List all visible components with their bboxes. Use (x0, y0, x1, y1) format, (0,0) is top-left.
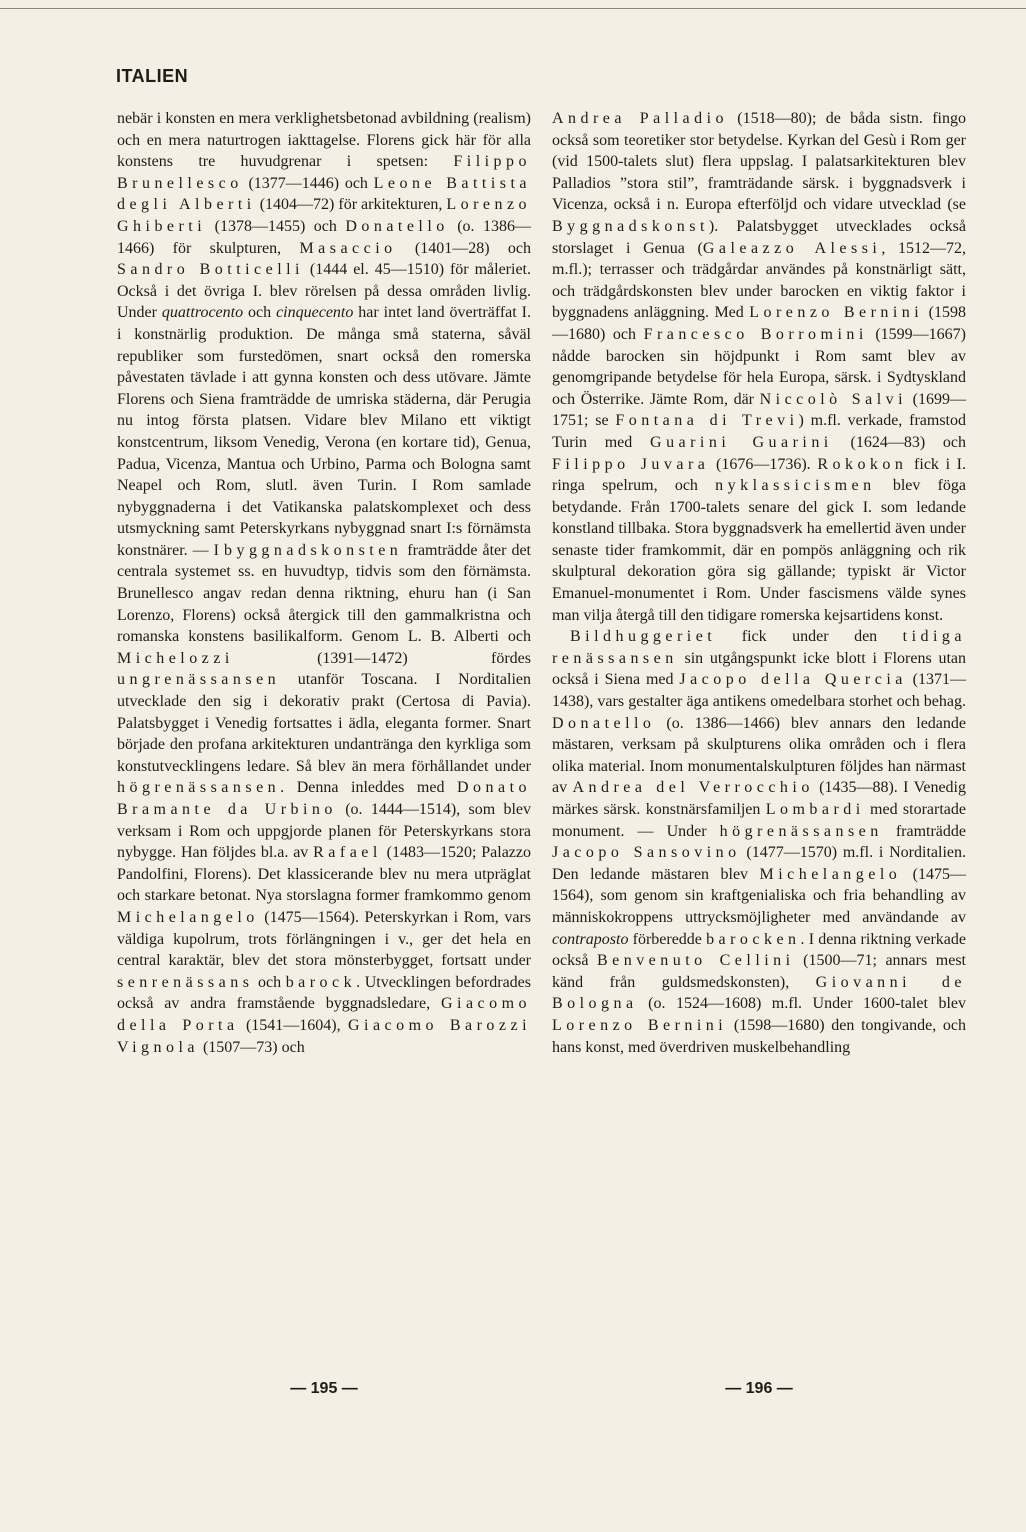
text-run: ). Palatsbygget utvecklades också storslaget i Genua ( (552, 217, 966, 257)
spaced-name: senrenässans (117, 973, 254, 991)
right-column (552, 108, 966, 1058)
left-paragraph (117, 108, 531, 1058)
spaced-name: Benvenuto Cellini (596, 952, 795, 970)
text-run: framträdde (882, 822, 966, 840)
spaced-name: barock (285, 973, 357, 991)
text-run: har intet land överträffat I. i konstnärlig produktion. De många små staterna, såväl republiker som furstedömen, snart också den romerska påvestaten tävlade i att gynna konsten och dess utövare. Jämte Florens och Siena framträdde de umriska städerna, där Perugia nu intog första platsen. Vidare blev Milano ett viktigt konstcentrum, liksom Venedig, Verona (en kortare tid), Genua, Padua, Vicenza, Mantua och Urbino, Parma och Bologna samt Neapel och Rom, slutl. även Turin. I Rom samlade nybyggnaderna i det Vatikanska palatskomplexet och dess utsmyckning samt Peterskyrkans nybyggnad snart I:s förnämsta konstnärer. — I (117, 304, 531, 559)
spaced-name: Giovanni de Bologna (552, 973, 966, 1013)
spaced-name: Lorenzo Ghiberti (117, 196, 532, 235)
spaced-name: högrenässansen (719, 822, 883, 840)
text-run: och (243, 304, 277, 322)
text-run: (1500—71; annars mest känd från guldsmedskonsten), (552, 952, 966, 991)
spaced-name: Andrea Palladio (552, 110, 729, 127)
text-run: (1477—1570) m.fl. i Norditalien. Den ledande mästaren blev (552, 844, 966, 883)
text-run: (1377—1446) och (242, 174, 374, 192)
text-run: (1475—1564). Peterskyrkan i Rom, vars väldiga kupolrum, trots förlängningen i v., ger det hela en central karaktär, blev det stora mönsterbygget, fortsatt under (117, 908, 531, 970)
text-run: . I denna riktning verkade också (552, 930, 966, 970)
italic-term: cinquecento (276, 304, 354, 322)
text-run: (1518—80); de båda sistn. fingo också som teoretiker stor betydelse. Kyrkan del Gesù i Rom ger (vid 1500-talets slut) flera uppslag. I palatsarkitekturen blev Palladios ”stora stil”, framträdande särsk. i byggnadsverk i Vicenza, också i n. Europa efterföljd och vidare utvecklad (se (552, 110, 966, 214)
text-run: (1483—1520; Palazzo Pandolfini, Florens). Det klassicerande blev nu mera utpräglat och starkare betonat. Nya storslagna former framkommo genom (117, 844, 531, 905)
spaced-name: Donato Bramante da Urbino (117, 779, 531, 818)
spaced-name: Donatello (345, 217, 449, 235)
spaced-name: Sandro Botticelli (117, 261, 304, 279)
spaced-name: Andrea del Verrocchio (572, 779, 814, 797)
text-run: fick i I. ringa spelrum, och (552, 455, 967, 495)
text-run: (1599—1667) nådde barocken sin höjdpunkt i Rom samt blev av genomgripande betydelse för hela Europa, särsk. i Sydtyskland och Österrike. Jämte Rom, där (552, 325, 966, 408)
text-run: , 1512—72, m.fl.); terrasser och trädgårdar användes på konstnärligt sätt, och trädgårdskonsten blev under barocken en viktig faktor i byggnadens anläggning. Med (552, 239, 967, 322)
spaced-name: Rokokon (817, 455, 908, 473)
text-run: (1598—1680) och (552, 304, 967, 343)
text-run: (1401—28) och (396, 239, 532, 257)
text-run: (1541—1604), (238, 1016, 348, 1034)
spaced-name: Byggnadskonst (552, 217, 709, 235)
text-run: (1371—1438), vars gestalter äga antikens omedelbara storhet och behag. (552, 671, 967, 711)
text-run: nebär i konsten en mera verklighetsbetonad avbildning (realism) och en mera naturtrogen iakttagelse. Florens gick här för alla konstens tre huvudgrenar i spetsen: (117, 110, 531, 171)
spaced-name: Lorenzo Bernini (552, 1016, 728, 1034)
spaced-name: Guarini Guarini (650, 433, 833, 451)
text-run: utanför Toscana. I Norditalien utvecklade den sig i dekorativ prakt (Certosa di Pavia). Palatsbygget i Venedig fortsattes i ädla, eleganta former. Snart började den profana arkitekturen undantränga den kyrkliga som konstutvecklingens ledare. Så blev än mera förhållandet under (117, 671, 531, 775)
spaced-name: tidiga renässansen (552, 628, 966, 667)
spaced-name: Jacopo Sansovino (552, 844, 741, 862)
page-number-right: — 196 — (725, 1380, 793, 1397)
spaced-name: Jacopo della Quercia (679, 671, 907, 689)
text-run: (1624—83) och (832, 433, 966, 451)
text-run: sin utgångspunkt icke blott i Florens utan också i Siena med (552, 649, 966, 689)
text-run: förberedde (628, 930, 707, 948)
spaced-name: Filippo Brunellesco (117, 153, 531, 192)
text-run: med storartade monument. — Under (552, 801, 966, 840)
spaced-name: Niccolò Salvi (759, 390, 908, 408)
text-run: . Denna inleddes med (280, 779, 458, 797)
text-run: blev föga betydande. Från 1700-talets senare del gick I. som ledande konstland tillbaka. Stora byggnadsverk ha emellertid även under senaste tider framkommit, där en pompös anläggning och rik skulptural dekoration göra sig gällande; typiskt är Victor Emanuel-monumentet i Rom. Under fascismens välde synes man vilja återgå till den tidigare romerska kejsartidens konst. (552, 477, 966, 624)
left-column (117, 108, 531, 1058)
spaced-name: Leone Battista degli Alberti (117, 174, 531, 214)
text-run: fick under den (716, 628, 903, 646)
spaced-name: barocken (706, 930, 801, 948)
spaced-name: Bildhuggeriet (570, 628, 717, 646)
spaced-name: Galeazzo Alessi (702, 239, 882, 257)
text-run: (1475—1564), som genom sin kraftgenialiska och fria behandling av människokroppens uttrycksmöjligheter med användande av (552, 865, 967, 926)
running-head: ITALIEN (116, 66, 189, 86)
text-run: (1378—1455) och (206, 217, 346, 235)
italic-term: contraposto (552, 930, 629, 948)
text-run: (o. 1444—1514), som blev verksam i Rom och uppgjorde planen för Peterskyrkans stora nybygge. Han följdes bl.a. av (117, 801, 532, 862)
spaced-name: Filippo Juvara (552, 455, 710, 473)
text-run: ) m.fl. verkade, framstod Turin med (552, 412, 966, 451)
text-run: (1598—1680) den tongivande, och hans konst, med överdriven muskelbehandling (552, 1016, 967, 1056)
spaced-name: Michelangelo (117, 908, 259, 926)
spaced-name: nyklassicismen (715, 477, 876, 495)
text-run: (1391—1472) fördes (233, 649, 531, 667)
text-run: (1435—88). I Venedig märkes särsk. konstnärsfamiljen (552, 779, 966, 818)
spaced-name: Fontana di Trevi (615, 412, 799, 430)
text-run: . Utvecklingen befordrades också av andra framstående byggnadsledare, (117, 973, 531, 1013)
spaced-name: byggnadskonsten (223, 541, 403, 559)
text-run: (1404—72) för arkitekturen, (255, 196, 447, 214)
page-number-left: — 195 — (290, 1380, 358, 1397)
spaced-name: Giacomo della Porta (117, 995, 531, 1034)
page-top-rule (0, 8, 1026, 9)
spaced-name: Lorenzo Bernini (749, 304, 924, 322)
spaced-name: Donatello (552, 714, 656, 732)
spaced-name: Michelangelo (759, 865, 902, 883)
text-run: (1676—1736). (709, 455, 818, 473)
italic-term: quattrocento (161, 304, 244, 322)
text-run: (o. 1386—1466) för skulpturen, (117, 217, 532, 257)
spaced-name: högrenässansen (117, 779, 281, 797)
text-run: framträdde åter det centrala systemet ss. en huvudtyp, tidvis som den förnämsta. Brunellesco angav redan denna riktning, ehuru han (i San Lorenzo, Florens) också återgick till den gammalkristna och romanska konstens basilikalform. Genom L. B. Alberti och (117, 541, 531, 646)
spaced-name: ungrenässansen (117, 671, 281, 689)
spaced-name: Michelozzi (117, 649, 234, 667)
spaced-name: Lombardi (765, 801, 865, 818)
text-run: och (253, 973, 286, 991)
spaced-name: Masaccio (299, 239, 397, 257)
right-paragraph-sculpture (552, 626, 966, 1058)
spaced-name: Giacomo Barozzi Vignola (117, 1016, 531, 1056)
text-run: (1507—73) och (198, 1038, 305, 1056)
text-run: (1444 el. 45—1510) för måleriet. Också i det övriga I. blev rörelsen på dessa områden livlig. Under (117, 261, 531, 322)
text-run: (1699—1751; se (552, 390, 967, 430)
spaced-name: Francesco Borromini (643, 325, 868, 343)
text-run: (o. 1524—1608) m.fl. Under 1600-talet blev (637, 995, 966, 1013)
text-run: (o. 1386—1466) blev annars den ledande mästaren, verksam på skulpturens olika områden och i flera olika material. Inom monumentalskulpturen följdes han närmast av (552, 714, 966, 797)
spaced-name: Rafael (313, 844, 382, 862)
right-paragraph-architecture (552, 108, 966, 626)
